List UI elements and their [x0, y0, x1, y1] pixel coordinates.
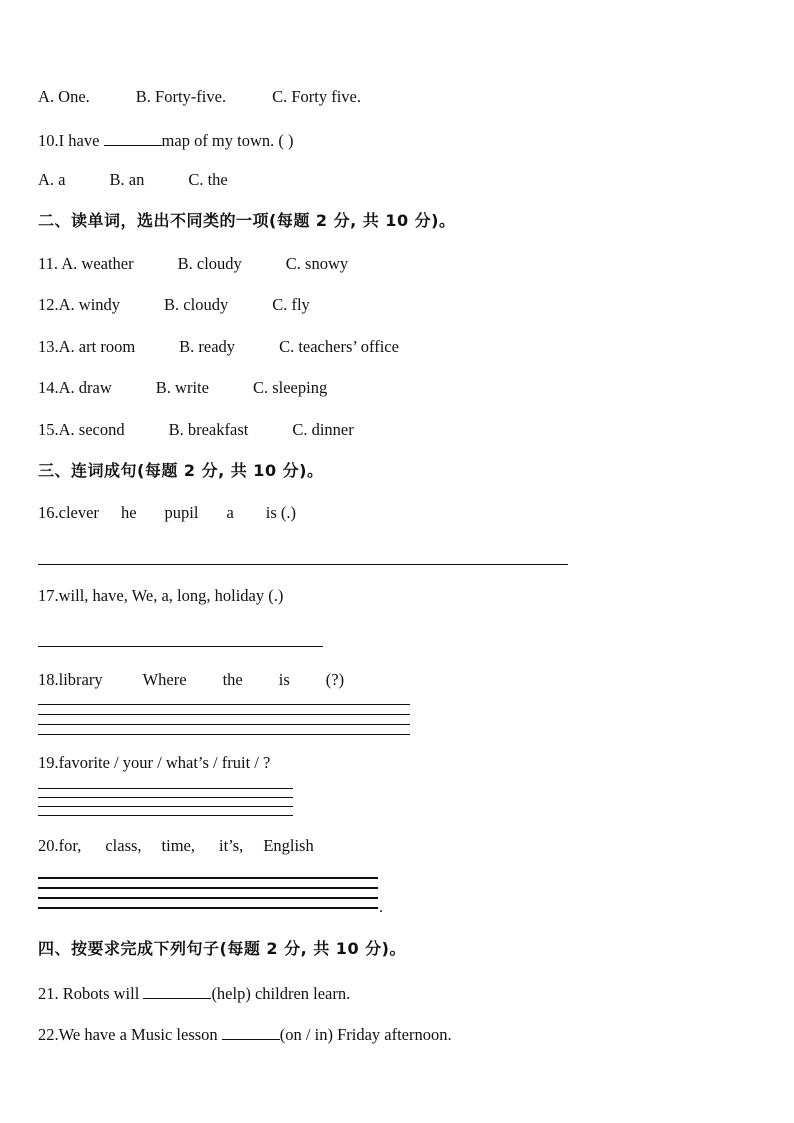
q19-answer-line-2[interactable] — [38, 797, 293, 798]
q20-number: 20. — [38, 836, 59, 855]
q11-option-a: A. weather — [61, 254, 134, 273]
q13-option-a: A. art room — [58, 337, 136, 356]
q16-word-4: a — [226, 503, 234, 522]
q18-word-5: (?) — [325, 670, 345, 689]
q20-answer-line-2[interactable] — [38, 887, 378, 889]
q22-text-before: We have a Music lesson — [58, 1025, 218, 1044]
q12-option-c: C. fly — [272, 295, 310, 314]
q22-text-after: (on / in) Friday afternoon. — [279, 1025, 452, 1044]
q17-number: 17. — [38, 586, 59, 605]
q9-option-c: C. Forty five. — [272, 87, 361, 106]
q14-option-a: A. draw — [58, 378, 112, 397]
q10-option-a: A. a — [38, 170, 66, 189]
q20-word-2: class, — [105, 836, 142, 855]
q21-text-after: (help) children learn. — [211, 984, 351, 1003]
q18 — [38, 670, 344, 690]
q17-words: will, have, We, a, long, holiday (.) — [58, 586, 284, 605]
q21-text-before: Robots will — [62, 984, 140, 1003]
q21-number: 21. — [38, 984, 59, 1003]
q19-words: favorite / your / what’s / fruit / ? — [58, 753, 271, 772]
q11-number: 11. — [38, 254, 59, 273]
q15-option-a: A. second — [58, 420, 125, 439]
q10-answer-blank[interactable] — [104, 129, 162, 146]
q10-options — [38, 170, 228, 190]
q18-answer-line-2[interactable] — [38, 714, 410, 715]
q13-option-c: C. teachers’ office — [279, 337, 399, 356]
q18-word-4: is — [278, 670, 290, 689]
q10-number: 10. — [38, 131, 59, 150]
q18-word-1: library — [58, 670, 103, 689]
q10-text-before: I have — [58, 131, 100, 150]
q16-word-2: he — [120, 503, 137, 522]
section-4-heading: 四、按要求完成下列句子(每题 2 分, 共 10 分)。 — [38, 939, 406, 958]
q9-options — [38, 87, 361, 107]
q18-word-2: Where — [142, 670, 187, 689]
q19-answer-line-4[interactable] — [38, 815, 293, 816]
q11-option-c: C. snowy — [285, 254, 349, 273]
q18-answer-line-1[interactable] — [38, 704, 410, 705]
q19-answer-line-1[interactable] — [38, 788, 293, 789]
q22-answer-blank[interactable] — [222, 1023, 280, 1040]
q10-option-b: B. an — [109, 170, 145, 189]
q16-word-1: clever — [58, 503, 99, 522]
q16-answer-line[interactable] — [38, 564, 568, 565]
q13-number: 13. — [38, 337, 59, 356]
q10-question — [38, 129, 294, 151]
q14-option-c: C. sleeping — [252, 378, 328, 397]
q22-number: 22. — [38, 1025, 59, 1044]
q10-option-c: C. the — [188, 170, 228, 189]
q9-option-b: B. Forty-five. — [135, 87, 227, 106]
q12 — [38, 295, 310, 315]
q22 — [38, 1023, 452, 1045]
q17 — [38, 586, 283, 606]
q16-word-5: is (.) — [265, 503, 297, 522]
q12-option-b: B. cloudy — [164, 295, 229, 314]
q12-option-a: A. windy — [58, 295, 121, 314]
q18-word-3: the — [222, 670, 243, 689]
q11-option-b: B. cloudy — [177, 254, 242, 273]
q19-answer-line-3[interactable] — [38, 806, 293, 807]
q9-option-a: A. One. — [38, 87, 90, 106]
q16-number: 16. — [38, 503, 59, 522]
q17-answer-line[interactable] — [38, 646, 323, 647]
section-2-heading: 二、读单词，选出不同类的一项(每题 2 分, 共 10 分)。 — [38, 211, 456, 230]
q13 — [38, 337, 399, 357]
q18-answer-line-4[interactable] — [38, 734, 410, 735]
q18-answer-line-3[interactable] — [38, 724, 410, 725]
q20-answer-line-4[interactable] — [38, 907, 378, 909]
q15-option-c: C. dinner — [292, 420, 354, 439]
q20-word-3: time, — [161, 836, 195, 855]
q15-number: 15. — [38, 420, 59, 439]
q20-end-period: . — [379, 899, 383, 916]
q14 — [38, 378, 327, 398]
q21 — [38, 982, 350, 1004]
q18-number: 18. — [38, 670, 59, 689]
q11 — [38, 254, 348, 274]
q14-option-b: B. write — [155, 378, 209, 397]
q15 — [38, 420, 354, 440]
q13-option-b: B. ready — [179, 337, 236, 356]
q16-word-3: pupil — [164, 503, 199, 522]
q20-answer-line-1[interactable] — [38, 877, 378, 879]
q20-answer-line-3[interactable] — [38, 897, 378, 899]
q14-number: 14. — [38, 378, 59, 397]
q20 — [38, 836, 314, 856]
q19 — [38, 753, 270, 773]
q20-word-5: English — [263, 836, 314, 855]
q20-word-4: it’s, — [219, 836, 244, 855]
section-3-heading: 三、连词成句(每题 2 分, 共 10 分)。 — [38, 461, 324, 480]
q19-number: 19. — [38, 753, 59, 772]
q10-text-after: map of my town. ( ) — [161, 131, 294, 150]
q20-word-1: for, — [58, 836, 82, 855]
q16 — [38, 503, 296, 523]
q15-option-b: B. breakfast — [168, 420, 249, 439]
q12-number: 12. — [38, 295, 59, 314]
q21-answer-blank[interactable] — [143, 982, 211, 999]
